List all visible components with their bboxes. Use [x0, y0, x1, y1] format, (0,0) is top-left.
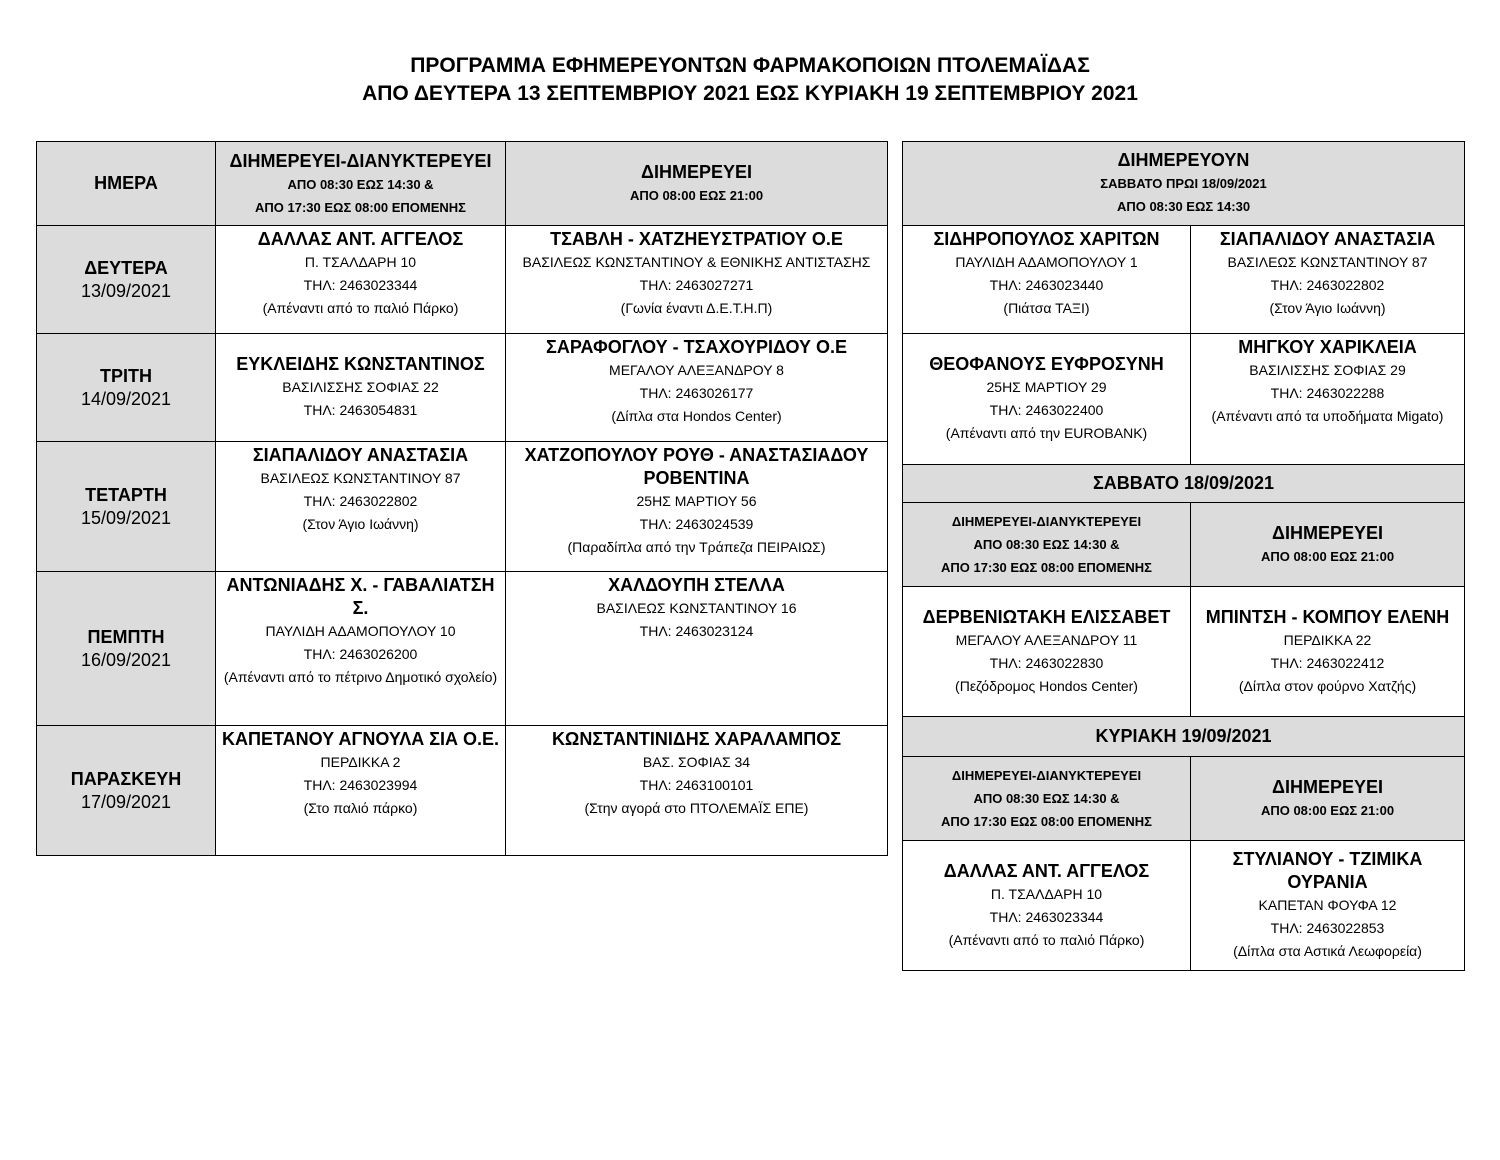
pharmacy-cell: ΔΕΡΒΕΝΙΩΤΑΚΗ ΕΛΙΣΣΑΒΕΤ ΜΕΓΑΛΟΥ ΑΛΕΞΑΝΔΡΟΥ 11 ΤΗΛ: 2463022830 (Πεζόδρομος Hondos Center) [903, 587, 1191, 717]
header-night-duty: ΔΙΗΜΕΡΕΥΕΙ-ΔΙΑΝΥΚΤΕΡΕΥΕΙ ΑΠΟ 08:30 ΕΩΣ 14:30 & ΑΠΟ 17:30 ΕΩΣ 08:00 ΕΠΟΜΕΝΗΣ [216, 142, 506, 226]
table-row [37, 572, 888, 726]
sunday-header-row [903, 757, 1465, 841]
table-row [903, 226, 1465, 334]
saturday-night-duty-header: ΔΙΗΜΕΡΕΥΕΙ-ΔΙΑΝΥΚΤΕΡΕΥΕΙ ΑΠΟ 08:30 ΕΩΣ 14:30 & ΑΠΟ 17:30 ΕΩΣ 08:00 ΕΠΟΜΕΝΗΣ [903, 503, 1191, 587]
header-day-duty: ΔΙΗΜΕΡΕΥΕΙ ΑΠΟ 08:00 ΕΩΣ 21:00 [506, 142, 888, 226]
table-row [37, 226, 888, 334]
pharmacy-cell: ΔΑΛΛΑΣ ΑΝΤ. ΑΓΓΕΛΟΣ Π. ΤΣΑΛΔΑΡΗ 10 ΤΗΛ: 2463023344 (Απέναντι από το παλιό Πάρκο) [216, 226, 506, 334]
title-line-2: ΑΠΟ ΔΕΥΤΕΡΑ 13 ΣΕΠΤΕΜΒΡΙΟΥ 2021 ΕΩΣ ΚΥΡΙΑΚΗ 19 ΣΕΠΤΕΜΒΡΙΟΥ 2021 [362, 82, 1138, 105]
table-row [37, 334, 888, 442]
sunday-day-duty-header: ΔΙΗΜΕΡΕΥΕΙ ΑΠΟ 08:00 ΕΩΣ 21:00 [1191, 757, 1465, 841]
pharmacy-cell: ΑΝΤΩΝΙΑΔΗΣ Χ. - ΓΑΒΑΛΙΑΤΣΗ Σ. ΠΑΥΛΙΔΗ ΑΔΑΜΟΠΟΥΛΟΥ 10 ΤΗΛ: 2463026200 (Απέναντι από το πέτρινο Δημοτικό σχολείο) [216, 572, 506, 726]
table-row [903, 841, 1465, 971]
pharmacy-cell: ΣΙΑΠΑΛΙΔΟΥ ΑΝΑΣΤΑΣΙΑ ΒΑΣΙΛΕΩΣ ΚΩΝΣΤΑΝΤΙΝΟΥ 87 ΤΗΛ: 2463022802 (Στον Άγιο Ιωάννη) [216, 442, 506, 572]
header-day: ΗΜΕΡΑ [37, 142, 216, 226]
table-row [37, 442, 888, 572]
pharmacy-cell: ΘΕΟΦΑΝΟΥΣ ΕΥΦΡΟΣΥΝΗ 25ΗΣ ΜΑΡΤΙΟΥ 29 ΤΗΛ: 2463022400 (Απέναντι από την EUROBANK) [903, 334, 1191, 465]
pharmacy-cell: ΧΑΛΔΟΥΠΗ ΣΤΕΛΛΑ ΒΑΣΙΛΕΩΣ ΚΩΝΣΤΑΝΤΙΝΟΥ 16 ΤΗΛ: 2463023124 [506, 572, 888, 726]
day-cell: ΠΕΜΠΤΗ 16/09/2021 [37, 572, 216, 726]
table-row [37, 726, 888, 856]
saturday-title-row [903, 465, 1465, 503]
saturday-day-duty-header: ΔΙΗΜΕΡΕΥΕΙ ΑΠΟ 08:00 ΕΩΣ 21:00 [1191, 503, 1465, 587]
day-cell: ΠΑΡΑΣΚΕΥΗ 17/09/2021 [37, 726, 216, 856]
sunday-night-duty-header: ΔΙΗΜΕΡΕΥΕΙ-ΔΙΑΝΥΚΤΕΡΕΥΕΙ ΑΠΟ 08:30 ΕΩΣ 14:30 & ΑΠΟ 17:30 ΕΩΣ 08:00 ΕΠΟΜΕΝΗΣ [903, 757, 1191, 841]
document-title [0, 52, 1500, 108]
saturday-morning-header [903, 142, 1465, 226]
pharmacy-cell: ΔΑΛΛΑΣ ΑΝΤ. ΑΓΓΕΛΟΣ Π. ΤΣΑΛΔΑΡΗ 10 ΤΗΛ: 2463023344 (Απέναντι από το παλιό Πάρκο) [903, 841, 1191, 971]
saturday-morning-header-cell: ΔΙΗΜΕΡΕΥΟΥΝ ΣΑΒΒΑΤΟ ΠΡΩΙ 18/09/2021 ΑΠΟ 08:30 ΕΩΣ 14:30 [903, 142, 1465, 226]
title-line-1: ΠΡΟΓΡΑΜΜΑ ΕΦΗΜΕΡΕΥΟΝΤΩΝ ΦΑΡΜΑΚΟΠΟΙΩΝ ΠΤΟΛΕΜΑΪΔΑΣ [410, 54, 1090, 77]
table-row [903, 587, 1465, 717]
sunday-title: ΚΥΡΙΑΚΗ 19/09/2021 [903, 717, 1465, 757]
pharmacy-cell: ΧΑΤΖΟΠΟΥΛΟΥ ΡΟΥΘ - ΑΝΑΣΤΑΣΙΑΔΟΥ ΡΟΒΕΝΤΙΝΑ 25ΗΣ ΜΑΡΤΙΟΥ 56 ΤΗΛ: 2463024539 (Παραδίπλα από την Τράπεζα ΠΕΙΡΑΙΩΣ) [506, 442, 888, 572]
pharmacy-cell: ΜΗΓΚΟΥ ΧΑΡΙΚΛΕΙΑ ΒΑΣΙΛΙΣΣΗΣ ΣΟΦΙΑΣ 29 ΤΗΛ: 2463022288 (Απέναντι από τα υποδήματα Migato) [1191, 334, 1465, 465]
pharmacy-cell: ΚΩΝΣΤΑΝΤΙΝΙΔΗΣ ΧΑΡΑΛΑΜΠΟΣ ΒΑΣ. ΣΟΦΙΑΣ 34 ΤΗΛ: 2463100101 (Στην αγορά στο ΠΤΟΛΕΜΑΪΣ ΕΠΕ) [506, 726, 888, 856]
day-cell: ΔΕΥΤΕΡΑ 13/09/2021 [37, 226, 216, 334]
pharmacy-cell: ΣΙΔΗΡΟΠΟΥΛΟΣ ΧΑΡΙΤΩΝ ΠΑΥΛΙΔΗ ΑΔΑΜΟΠΟΥΛΟΥ 1 ΤΗΛ: 2463023440 (Πιάτσα ΤΑΞΙ) [903, 226, 1191, 334]
saturday-header-row [903, 503, 1465, 587]
saturday-title: ΣΑΒΒΑΤΟ 18/09/2021 [903, 465, 1465, 503]
weekday-schedule-table [36, 141, 888, 856]
pharmacy-cell: ΣΑΡΑΦΟΓΛΟΥ - ΤΣΑΧΟΥΡΙΔΟΥ Ο.Ε ΜΕΓΑΛΟΥ ΑΛΕΞΑΝΔΡΟΥ 8 ΤΗΛ: 2463026177 (Δίπλα στα Hondos Center) [506, 334, 888, 442]
sunday-title-row [903, 717, 1465, 757]
pharmacy-cell: ΜΠΙΝΤΣΗ - ΚΟΜΠΟΥ ΕΛΕΝΗ ΠΕΡΔΙΚΚΑ 22 ΤΗΛ: 2463022412 (Δίπλα στον φούρνο Χατζής) [1191, 587, 1465, 717]
pharmacy-cell: ΣΙΑΠΑΛΙΔΟΥ ΑΝΑΣΤΑΣΙΑ ΒΑΣΙΛΕΩΣ ΚΩΝΣΤΑΝΤΙΝΟΥ 87 ΤΗΛ: 2463022802 (Στον Άγιο Ιωάννη) [1191, 226, 1465, 334]
table-row [903, 334, 1465, 465]
pharmacy-cell: ΤΣΑΒΛΗ - ΧΑΤΖΗΕΥΣΤΡΑΤΙΟΥ Ο.Ε ΒΑΣΙΛΕΩΣ ΚΩΝΣΤΑΝΤΙΝΟΥ & ΕΘΝΙΚΗΣ ΑΝΤΙΣΤΑΣΗΣ ΤΗΛ: 2463027271 (Γωνία έναντι Δ.Ε.Τ.Η.Π) [506, 226, 888, 334]
day-cell: ΤΡΙΤΗ 14/09/2021 [37, 334, 216, 442]
weekend-schedule-table [902, 141, 1465, 971]
header-row [37, 142, 888, 226]
pharmacy-cell: ΚΑΠΕΤΑΝΟΥ ΑΓΝΟΥΛΑ ΣΙΑ Ο.Ε. ΠΕΡΔΙΚΚΑ 2 ΤΗΛ: 2463023994 (Στο παλιό πάρκο) [216, 726, 506, 856]
pharmacy-cell: ΕΥΚΛΕΙΔΗΣ ΚΩΝΣΤΑΝΤΙΝΟΣ ΒΑΣΙΛΙΣΣΗΣ ΣΟΦΙΑΣ 22 ΤΗΛ: 2463054831 [216, 334, 506, 442]
pharmacy-cell: ΣΤΥΛΙΑΝΟΥ - ΤΖΙΜΙΚΑ ΟΥΡΑΝΙΑ ΚΑΠΕΤΑΝ ΦΟΥΦΑ 12 ΤΗΛ: 2463022853 (Δίπλα στα Αστικά Λεωφορεία) [1191, 841, 1465, 971]
day-cell: ΤΕΤΑΡΤΗ 15/09/2021 [37, 442, 216, 572]
